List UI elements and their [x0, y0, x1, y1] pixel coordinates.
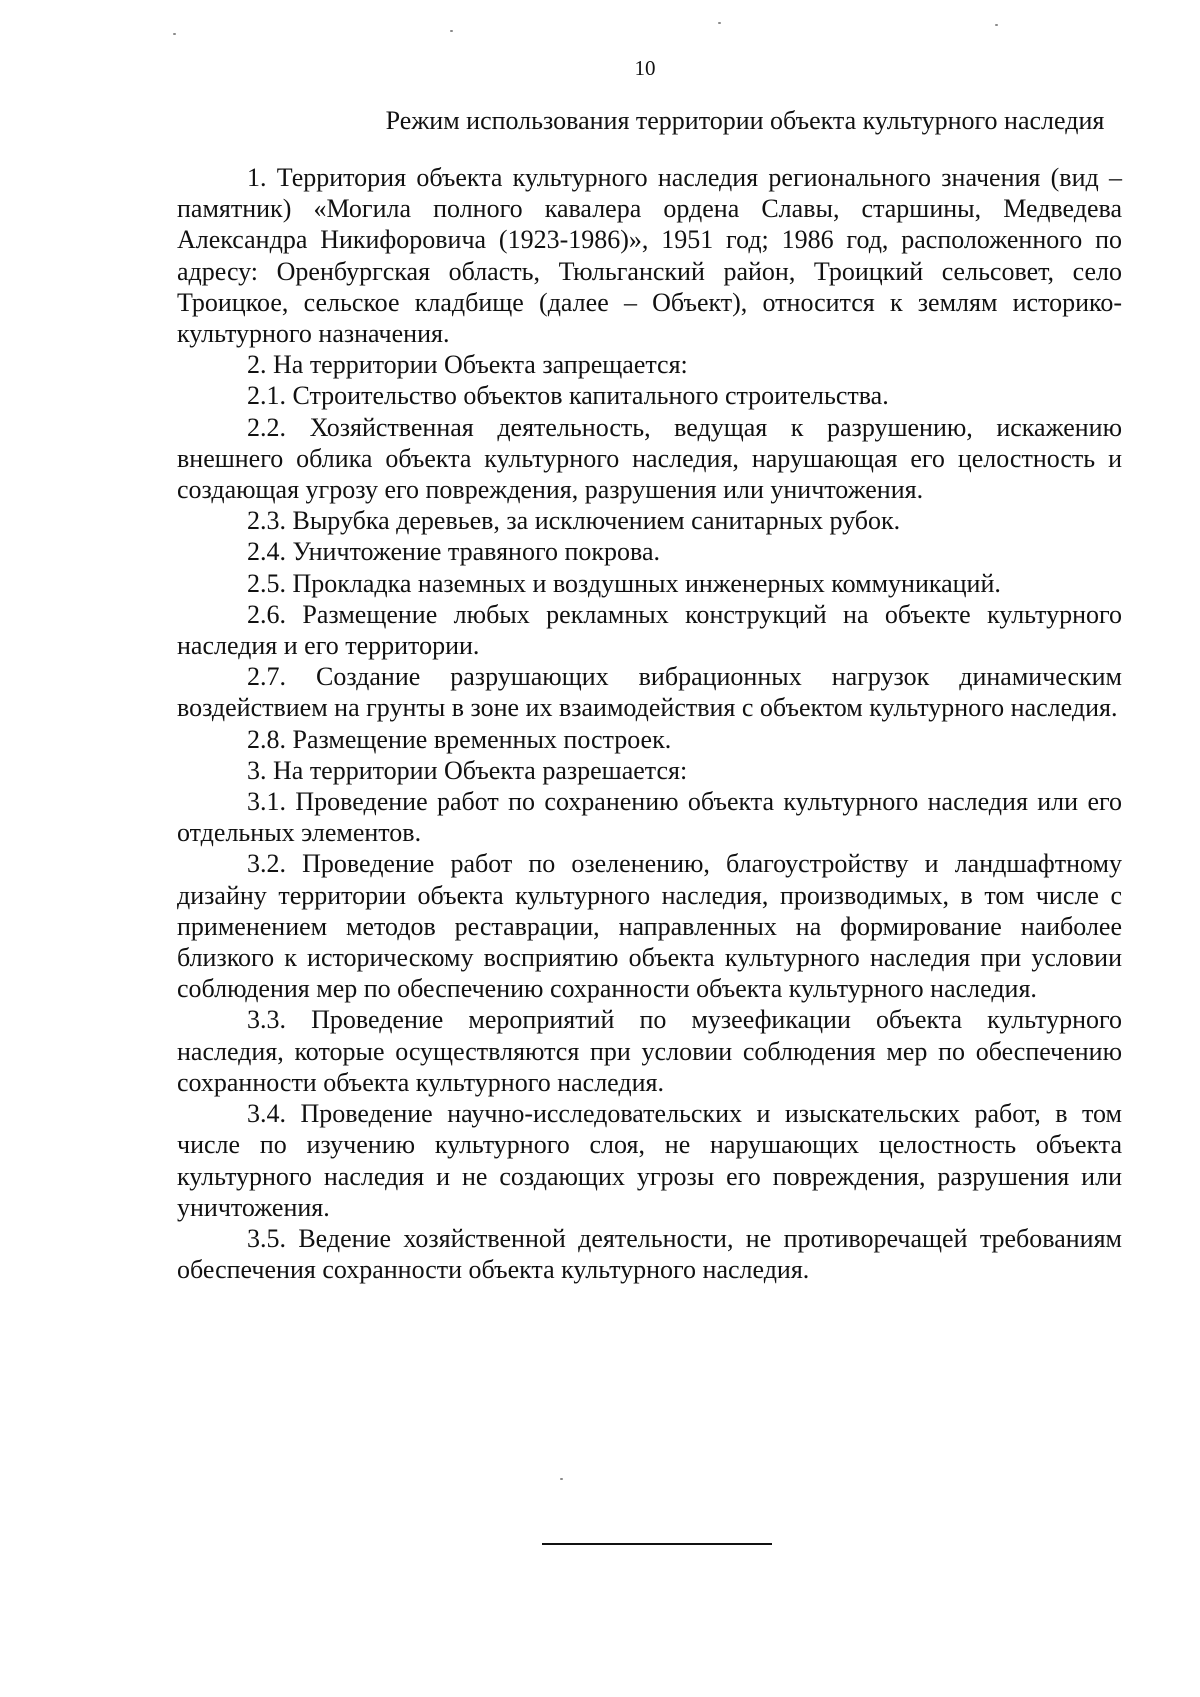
paragraph-2-8 [177, 724, 1122, 755]
paragraph-number: 3.3. [247, 1005, 286, 1035]
paragraph-2-4 [177, 536, 1122, 567]
paragraph-text: Уничтожение травяного покрова. [292, 537, 660, 567]
paragraph-text: Территория объекта культурного наследия регионального значения (вид – памятник) «Могила полного кавалера ордена Славы, старшины, Медведева Александра Никифоровича (1923-1986)», 1951 год; 1986 год, расположенного по адресу: Оренбургская область, Тюльганский район, Троицкий сельсовет, село Троицкое, сельское кладбище (далее – Объект), относится к землям историко-культурного назначения. [177, 163, 1122, 349]
paragraph-2-7 [177, 661, 1122, 723]
paragraph-number: 2. [247, 350, 267, 380]
paragraph-2-6 [177, 599, 1122, 661]
paragraph-text: На территории Объекта запрещается: [273, 350, 688, 380]
scan-speck [450, 30, 453, 32]
paragraph-number: 3.4. [247, 1099, 286, 1129]
paragraph-text: Проведение научно-исследовательских и изыскательских работ, в том числе по изучению культурного слоя, не нарушающих целостность объекта культурного наследия и не создающих угрозы его повреждения, разрушения или уничтожения. [177, 1099, 1123, 1222]
paragraph-2-2 [177, 412, 1122, 506]
paragraph-3-1 [177, 786, 1122, 848]
paragraph-2 [177, 349, 1122, 380]
paragraph-number: 2.2. [247, 412, 286, 442]
paragraph-number: 3. [247, 755, 267, 785]
paragraph-2-5 [177, 568, 1122, 599]
paragraph-number: 2.4. [247, 537, 286, 567]
paragraph-1 [177, 162, 1122, 349]
paragraph-text: На территории Объекта разрешается: [273, 755, 688, 785]
paragraph-2-3 [177, 505, 1122, 536]
paragraph-number: 3.1. [247, 787, 286, 817]
paragraph-text: Проведение работ по сохранению объекта культурного наследия или его отдельных элементов. [177, 787, 1122, 848]
scan-speck [560, 1478, 563, 1480]
paragraph-3-2 [177, 848, 1122, 1004]
paragraph-text: Размещение временных построек. [292, 724, 672, 754]
paragraph-text: Хозяйственная деятельность, ведущая к разрушению, искажению внешнего облика объекта культурного наследия, нарушающая его целостность и создающая угрозу его повреждения, разрушения или уничтожения. [177, 412, 1123, 505]
paragraph-number: 2.7. [247, 662, 286, 692]
page-number: 10 [634, 56, 656, 80]
paragraph-text: Строительство объектов капитального строительства. [292, 381, 889, 411]
paragraph-text: Проведение мероприятий по музеефикации объекта культурного наследия, которые осуществляются при условии соблюдения мер по обеспечению сохранности объекта культурного наследия. [177, 1005, 1123, 1097]
document-body [177, 162, 1122, 1285]
paragraph-text: Проведение работ по озеленению, благоустройству и ландшафтному дизайну территории объекта культурного наследия, производимых, в том числе с применением методов реставрации, направленных на формирование наиболее близкого к историческому восприятию объекта культурного наследия при условии соблюдения мер по обеспечению сохранности объекта культурного наследия. [177, 849, 1122, 1004]
paragraph-3-4 [177, 1098, 1122, 1223]
scan-speck [995, 24, 998, 26]
paragraph-number: 2.3. [247, 506, 286, 536]
paragraph-2-1 [177, 380, 1122, 411]
paragraph-3 [177, 755, 1122, 786]
paragraph-number: 2.6. [247, 599, 286, 629]
paragraph-text: Ведение хозяйственной деятельности, не противоречащей требованиям обеспечения сохранности объекта культурного наследия. [177, 1223, 1122, 1285]
paragraph-text: Создание разрушающих вибрационных нагрузок динамическим воздействием на грунты в зоне их взаимодействия с объектом культурного наследия. [177, 662, 1123, 723]
scan-speck [173, 33, 176, 35]
paragraph-number: 2.1. [247, 381, 286, 411]
end-of-document-rule [542, 1543, 772, 1545]
paragraph-number: 2.8. [247, 724, 286, 754]
paragraph-number: 3.2. [247, 849, 286, 879]
paragraph-number: 1. [247, 163, 267, 192]
paragraph-number: 2.5. [247, 568, 286, 598]
paragraph-3-5 [177, 1223, 1122, 1285]
paragraph-text: Размещение любых рекламных конструкций на объекте культурного наследия и его территории. [177, 599, 1122, 661]
paragraph-text: Вырубка деревьев, за исключением санитарных рубок. [292, 506, 901, 536]
paragraph-text: Прокладка наземных и воздушных инженерных коммуникаций. [292, 568, 1001, 598]
paragraph-number: 3.5. [247, 1223, 286, 1253]
scan-speck [718, 22, 721, 24]
paragraph-3-3 [177, 1004, 1122, 1098]
page-title: Режим использования территории объекта культурного наследия [385, 106, 1105, 135]
